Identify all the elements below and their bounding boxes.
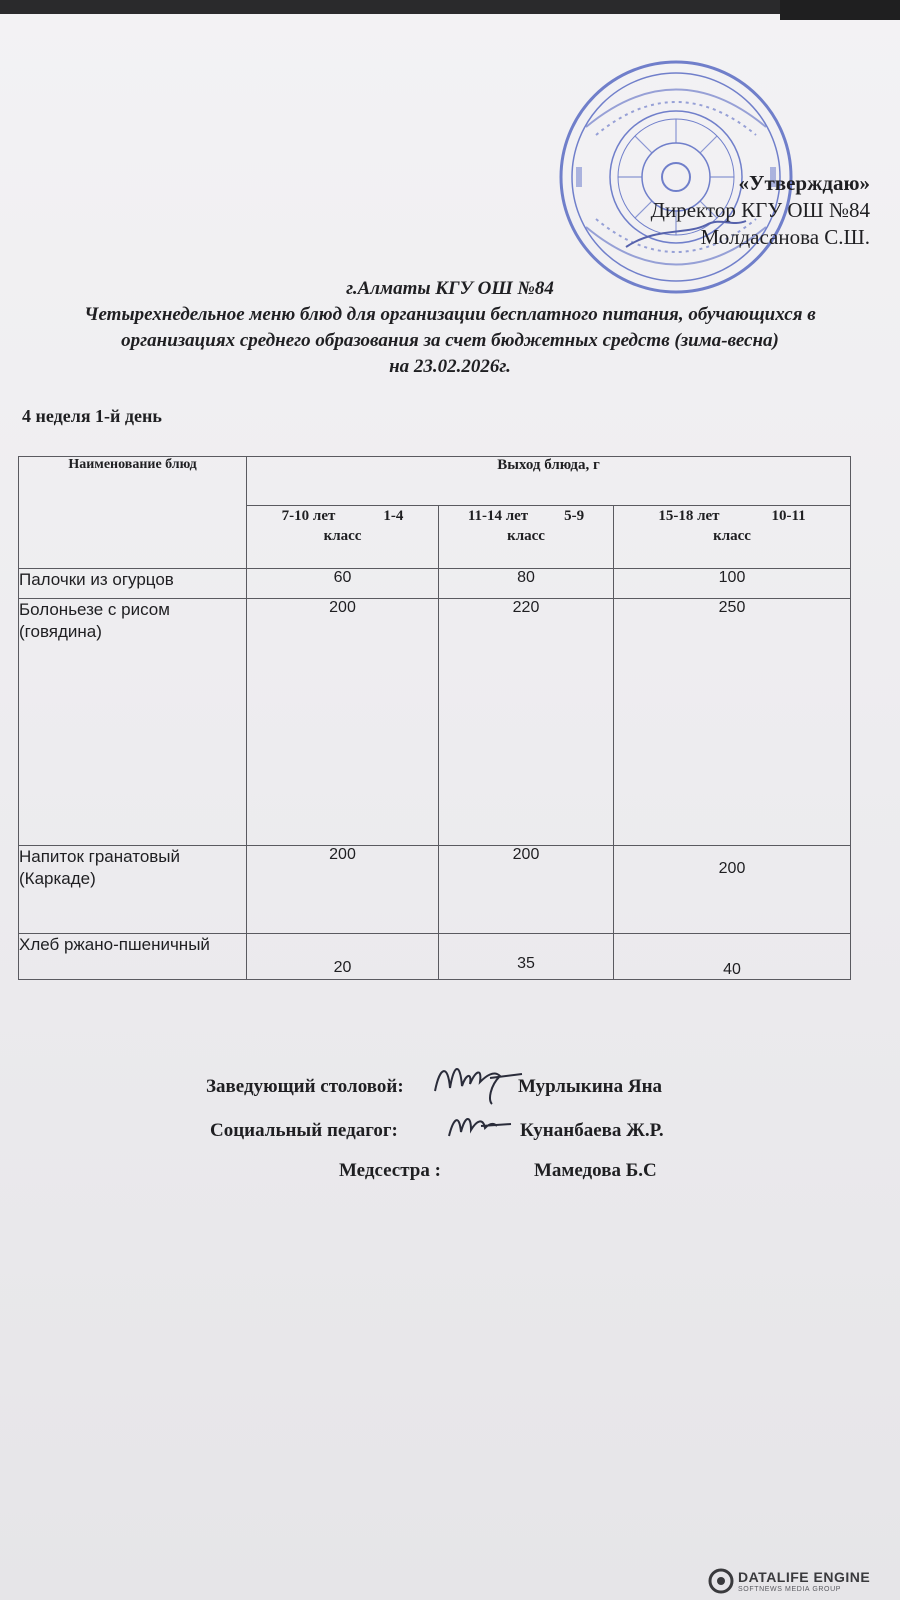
document-title — [0, 302, 900, 380]
grade-word: класс — [507, 528, 545, 544]
datalife-logo-icon — [708, 1568, 734, 1594]
director-position: Директор КГУ ОШ №84 — [650, 198, 870, 222]
table-row — [19, 599, 851, 846]
age-range: 7-10 лет — [281, 508, 336, 524]
table-row — [19, 934, 851, 980]
portion-value: 80 — [439, 569, 614, 599]
watermark-title: DATALIFE ENGINE — [738, 1569, 871, 1585]
signature-name: Мурлыкина Яна — [518, 1076, 663, 1097]
bleed-through-text — [0, 1210, 900, 1232]
signature-row — [518, 1076, 662, 1098]
portion-value: 40 — [614, 934, 851, 980]
age-group-header — [614, 506, 851, 569]
dish-name: Палочки из огурцов — [19, 569, 247, 599]
column-header-output: Выход блюда, г — [247, 457, 851, 506]
age-group-header — [439, 506, 614, 569]
portion-value: 35 — [439, 934, 614, 980]
portion-value: 200 — [247, 599, 439, 846]
dish-name: Напиток гранатовый (Каркаде) — [19, 846, 247, 934]
grade-word: класс — [323, 528, 362, 544]
title-line-1: Четырехнедельное меню блюд для организации бесплатного питания, обучающихся в — [84, 304, 816, 325]
top-dark-corner — [780, 0, 900, 20]
age-range: 11-14 лет — [467, 508, 529, 524]
grade-range: 5-9 — [564, 508, 585, 524]
portion-value: 100 — [614, 569, 851, 599]
grade-word: класс — [713, 528, 751, 544]
dish-name: Болоньезе с рисом (говядина) — [19, 599, 247, 846]
age-range: 15-18 лет — [658, 508, 720, 524]
director-name: Молдасанова С.Ш. — [700, 225, 870, 249]
signature-row — [520, 1120, 664, 1142]
menu-table — [18, 456, 851, 980]
title-line-2: организациях среднего образования за счет бюджетных средств (зима-весна) — [121, 330, 779, 351]
portion-value: 20 — [247, 934, 439, 980]
signature-row — [339, 1160, 441, 1182]
approval-block — [651, 170, 870, 251]
signature-name: Мамедова Б.С — [534, 1160, 657, 1181]
title-date: на 23.02.2026г. — [389, 356, 511, 377]
dish-name: Хлеб ржано-пшеничный — [19, 934, 247, 980]
portion-value: 200 — [247, 846, 439, 934]
signature-row — [206, 1076, 404, 1098]
signature-role: Медсестра : — [339, 1160, 441, 1181]
signature-row — [210, 1120, 398, 1142]
signature-name: Кунанбаева Ж.Р. — [520, 1120, 664, 1141]
portion-value: 200 — [439, 846, 614, 934]
signature-role: Заведующий столовой: — [206, 1076, 404, 1097]
handwritten-signature — [445, 1106, 515, 1142]
watermark — [708, 1568, 883, 1596]
portion-value: 220 — [439, 599, 614, 846]
portion-value: 200 — [614, 846, 851, 934]
portion-value: 60 — [247, 569, 439, 599]
signature-role: Социальный педагог: — [210, 1120, 398, 1141]
column-header-dish-name: Наименование блюд — [19, 457, 247, 569]
age-group-header — [247, 506, 439, 569]
table-row — [19, 569, 851, 599]
top-dark-edge — [0, 0, 900, 14]
grade-range: 1-4 — [383, 508, 404, 524]
handwritten-signature — [430, 1056, 530, 1106]
table-row — [19, 846, 851, 934]
city-school: г.Алматы КГУ ОШ №84 — [346, 278, 554, 299]
week-day-label: 4 неделя 1-й день — [22, 406, 162, 426]
approval-heading: «Утверждаю» — [738, 171, 870, 195]
portion-value: 250 — [614, 599, 851, 846]
watermark-subtitle: SOFTNEWS MEDIA GROUP — [738, 1586, 842, 1593]
signature-row — [534, 1160, 657, 1182]
grade-range: 10-11 — [771, 508, 806, 524]
